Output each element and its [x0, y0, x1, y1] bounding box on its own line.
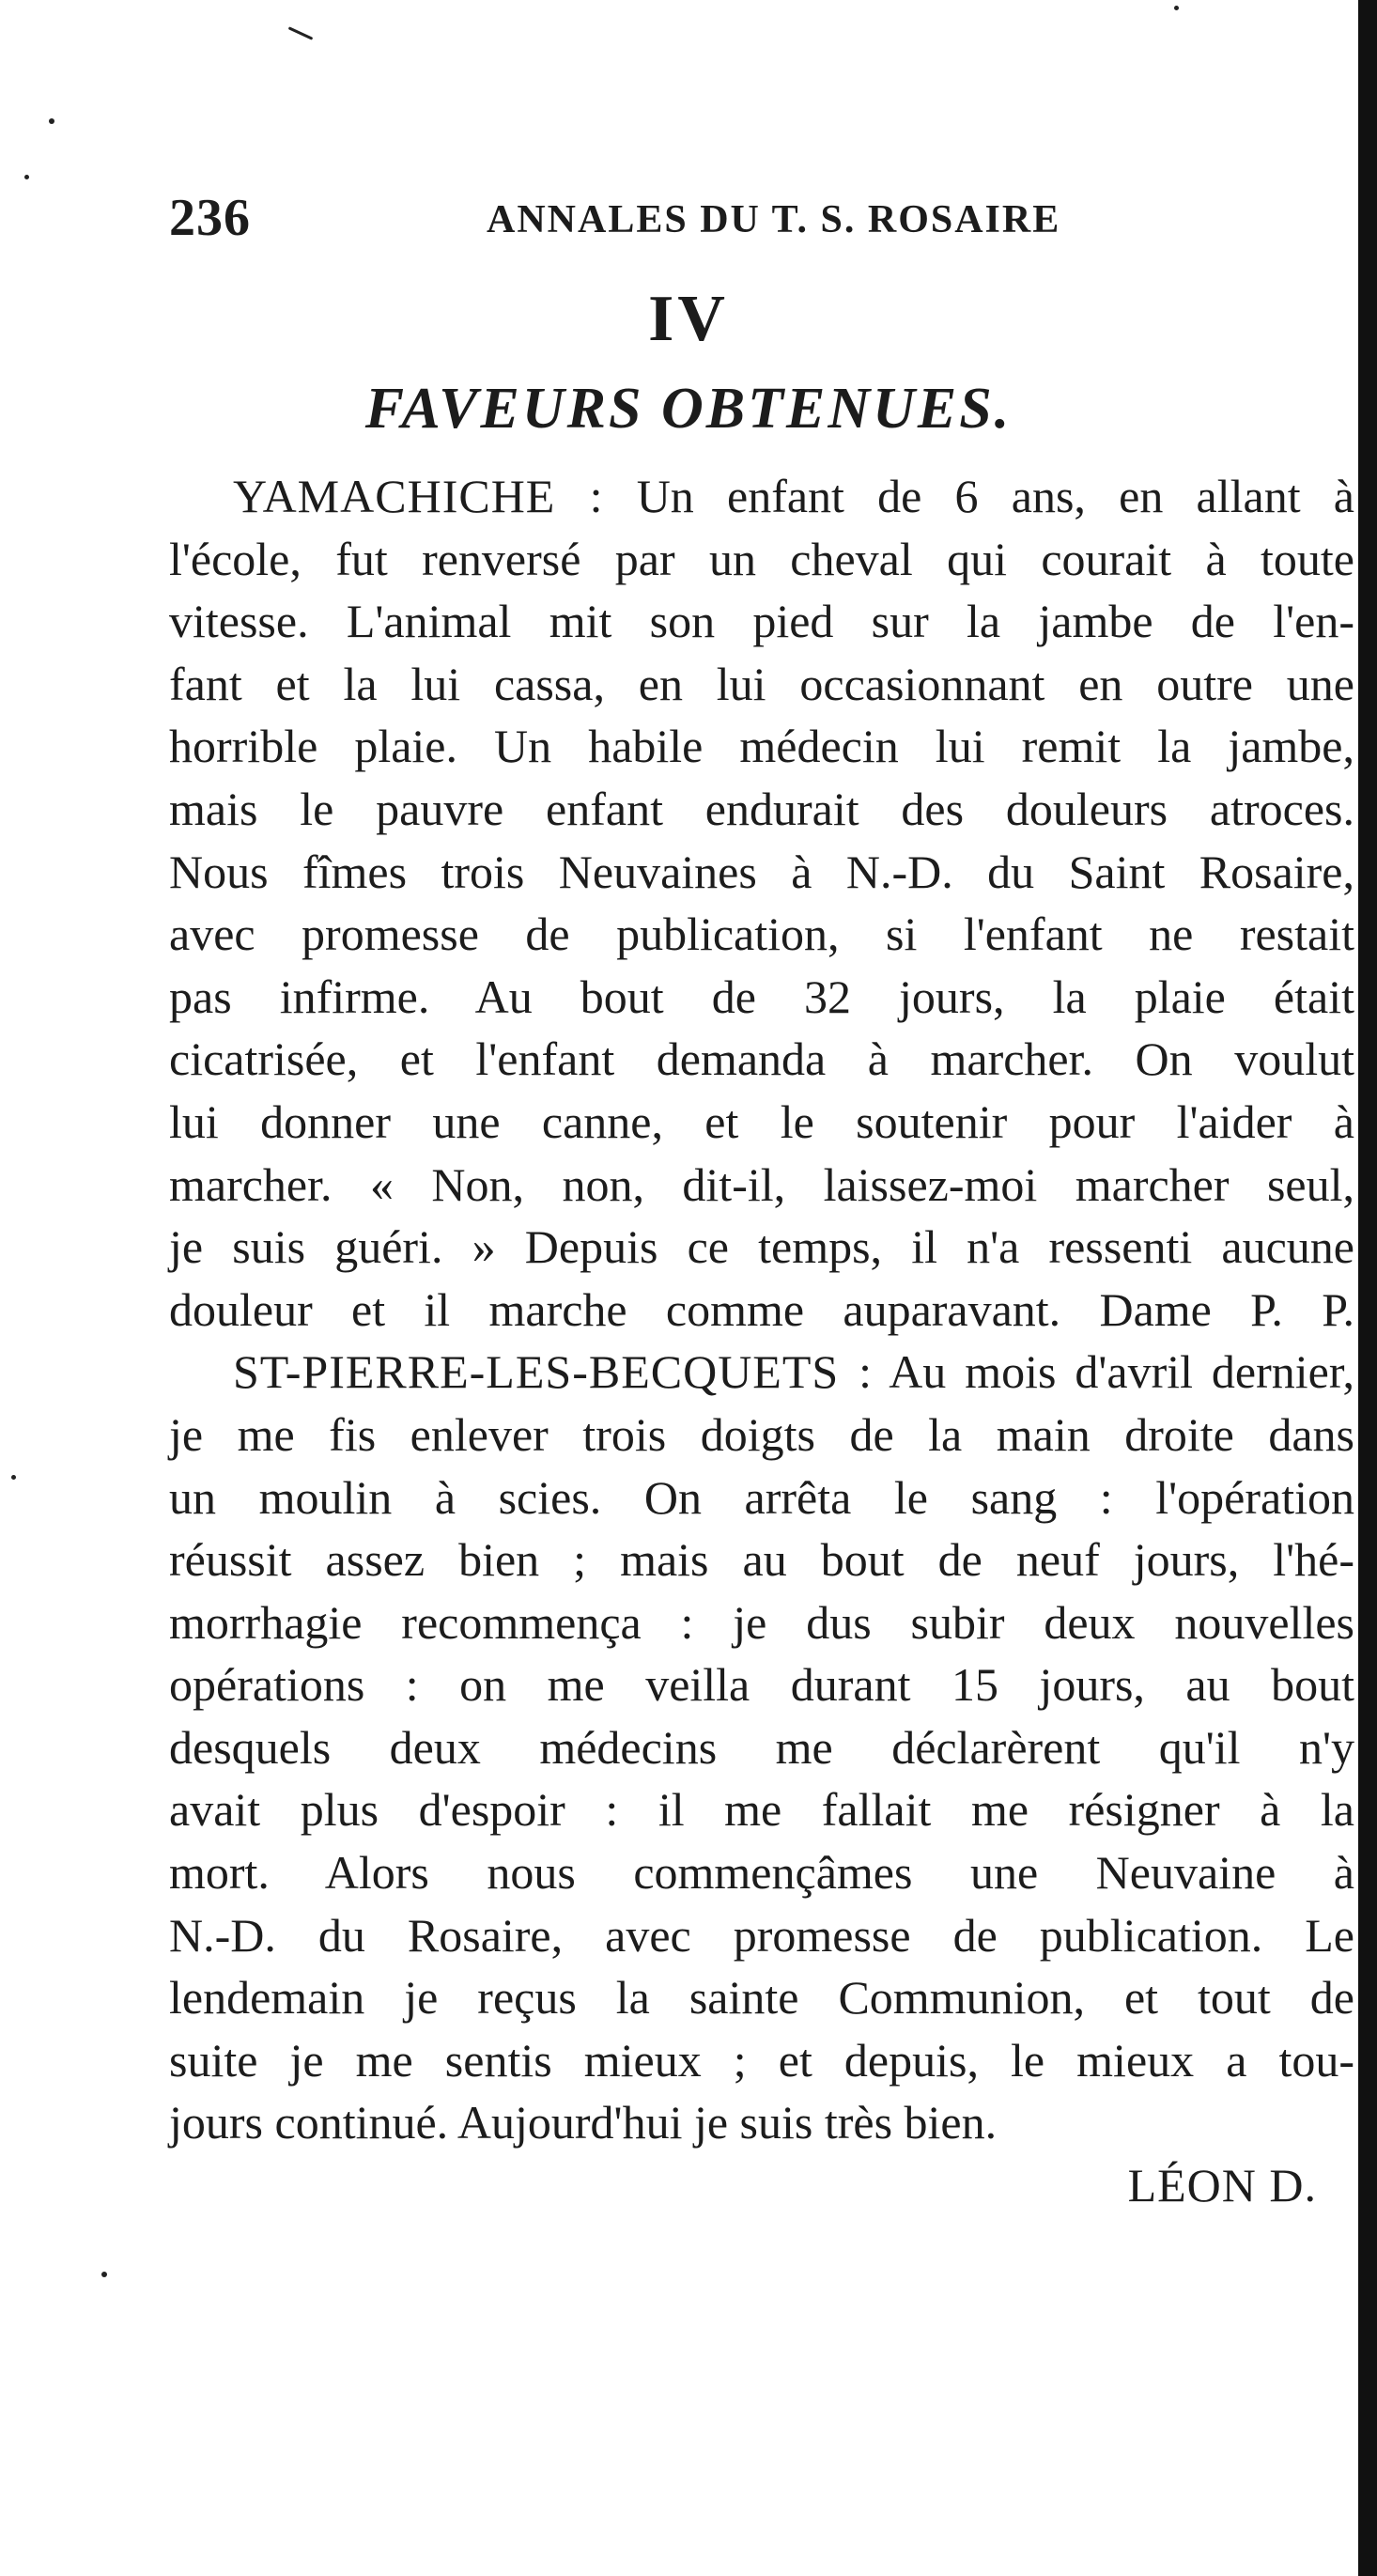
- page-number: 236: [169, 189, 251, 247]
- text-line: mort. Alors nous commençâmes une Neuvaine à: [169, 1846, 1354, 1900]
- text-line: cicatrisée, et l'enfant demanda à marcher. On voulut: [169, 1032, 1354, 1086]
- text-line: pas infirme. Au bout de 32 jours, la plaie était: [169, 970, 1354, 1023]
- scan-stroke: [288, 26, 314, 40]
- text-line: je suis guéri. » Depuis ce temps, il n'a ressenti aucune: [169, 1220, 1354, 1274]
- text-line: douleur et il marche comme auparavant. Dame P. P.: [169, 1282, 1354, 1336]
- text-line: l'école, fut renversé par un cheval qui courait à toute: [169, 532, 1354, 585]
- text-line: suite je me sentis mieux ; et depuis, le mieux a tou-: [169, 2033, 1354, 2087]
- text-line: vitesse. L'animal mit son pied sur la jambe de l'en-: [169, 595, 1354, 648]
- scan-speck: [49, 118, 54, 124]
- text-line: mais le pauvre enfant endurait des douleurs atroces.: [169, 782, 1354, 835]
- text-line: Nous fîmes trois Neuvaines à N.-D. du Saint Rosaire,: [169, 845, 1354, 898]
- text-line: morrhagie recommença : je dus subir deux nouvelles: [169, 1595, 1354, 1649]
- text-line: fant et la lui cassa, en lui occasionnant en outre une: [169, 657, 1354, 710]
- scan-speck: [101, 2272, 107, 2277]
- page-header: [169, 188, 1343, 254]
- section-numeral: IV: [648, 283, 729, 355]
- text-line: opérations : on me veilla durant 15 jours, au bout: [169, 1658, 1354, 1712]
- text-line: réussit assez bien ; mais au bout de neuf jours, l'hé-: [169, 1533, 1354, 1587]
- text-line: YAMACHICHE : Un enfant de 6 ans, en allant à: [233, 470, 1355, 522]
- scan-speck: [24, 175, 29, 179]
- body-text: [169, 465, 1354, 2217]
- text-line: lendemain je reçus la sainte Communion, et tout de: [169, 1971, 1354, 2025]
- text-line: ST-PIERRE-LES-BECQUETS : Au mois d'avril dernier,: [233, 1345, 1355, 1399]
- running-title: ANNALES DU T. S. ROSAIRE: [487, 198, 1061, 241]
- text-line: jours continué. Aujourd'hui je suis très bien.: [169, 2096, 998, 2149]
- text-line: un moulin à scies. On arrêta le sang : l'opération: [169, 1470, 1354, 1524]
- text-line: avait plus d'espoir : il me fallait me résigner à la: [169, 1783, 1354, 1837]
- section-title: FAVEURS OBTENUES.: [364, 377, 1013, 441]
- text-line: lui donner une canne, et le soutenir pour l'aider à: [169, 1094, 1354, 1148]
- favor-entry-yamachiche: [169, 465, 1354, 1341]
- text-line: avec promesse de publication, si l'enfant ne restait: [169, 908, 1354, 961]
- place-name: ST-PIERRE-LES-BECQUETS :: [233, 1345, 874, 1399]
- scan-speck: [1174, 6, 1179, 10]
- text-line: desquels deux médecins me déclarèrent qu'il n'y: [169, 1720, 1354, 1774]
- scan-speck: [11, 1475, 16, 1480]
- text-line: horrible plaie. Un habile médecin lui remit la jambe,: [169, 720, 1354, 773]
- favor-entry-st-pierre: [169, 1341, 1354, 2216]
- signature: LÉON D.: [1127, 2159, 1317, 2212]
- place-name: YAMACHICHE :: [233, 470, 604, 522]
- text-line: marcher. « Non, non, dit-il, laissez-moi marcher seul,: [169, 1157, 1354, 1211]
- text-line: je me fis enlever trois doigts de la main droite dans: [169, 1407, 1354, 1461]
- text-line: N.-D. du Rosaire, avec promesse de publication. Le: [169, 1908, 1354, 1962]
